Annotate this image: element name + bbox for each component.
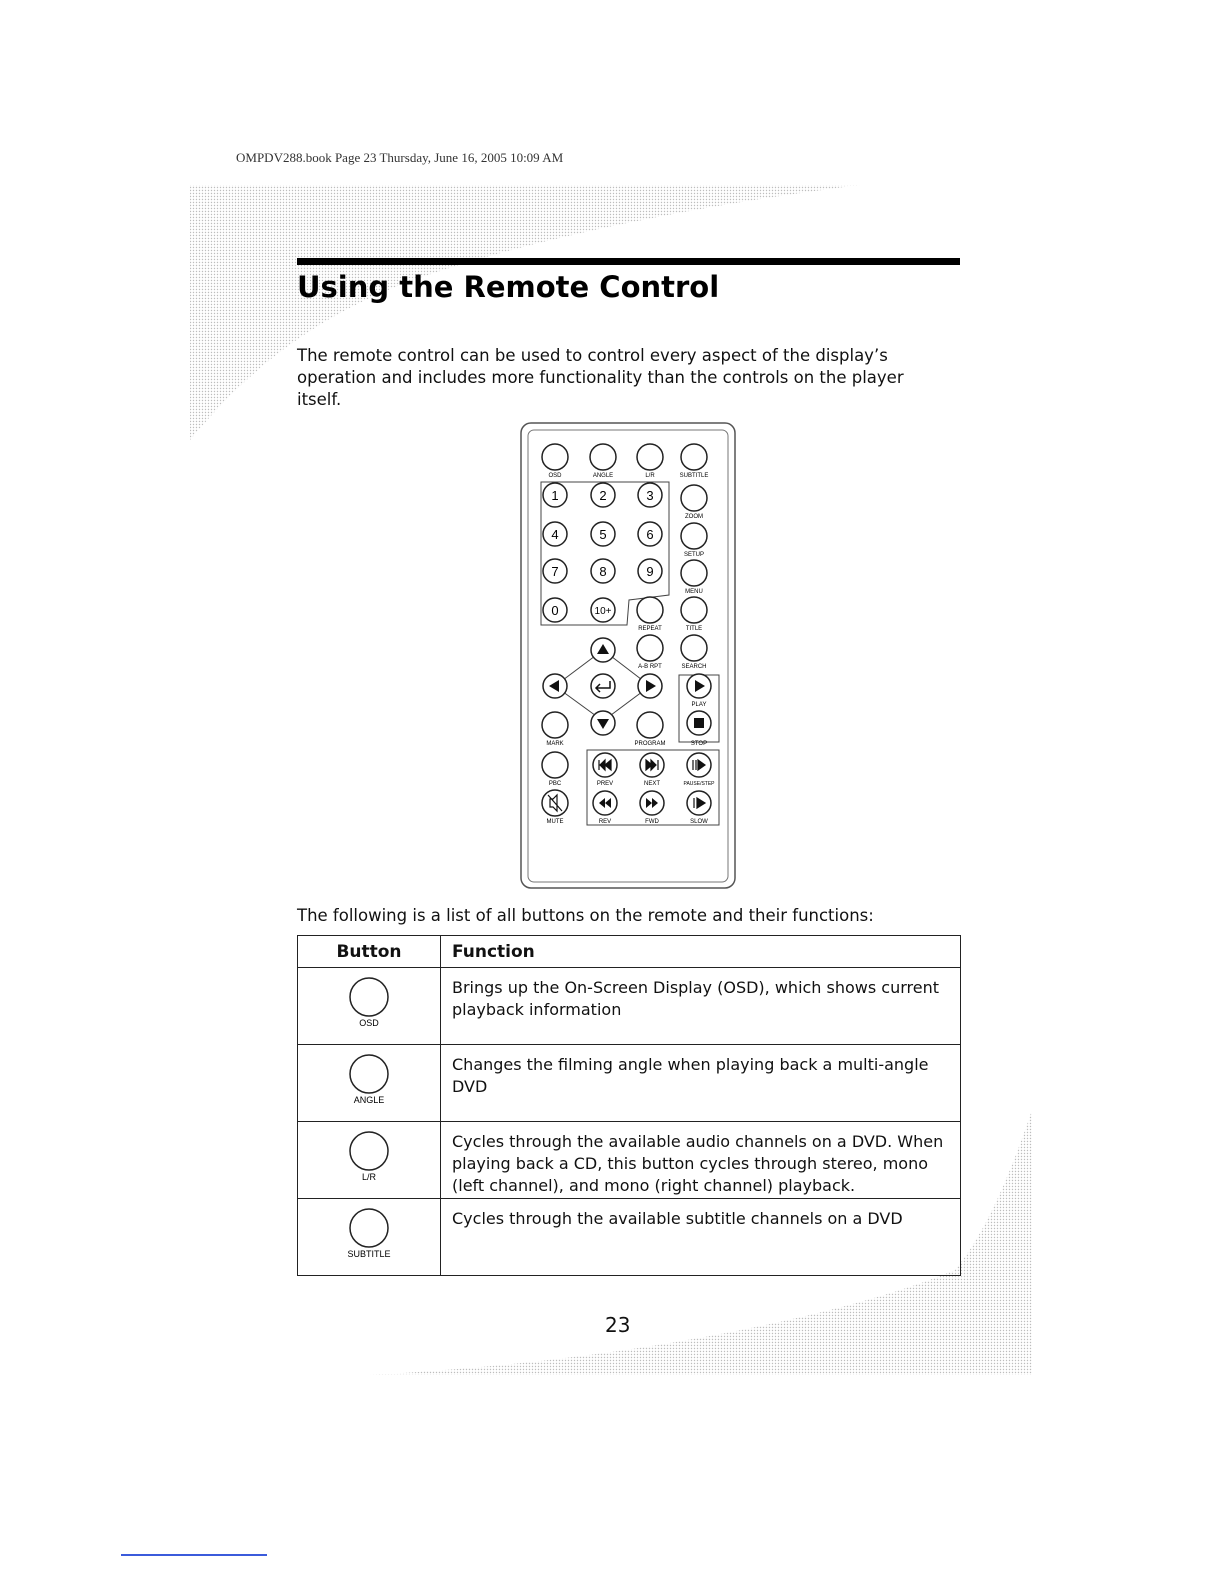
title-rule <box>297 258 960 265</box>
setup-button <box>681 523 707 558</box>
subtitle-button-label: SUBTITLE <box>347 1249 391 1259</box>
search-label: SEARCH <box>681 664 707 670</box>
title-label: TITLE <box>685 626 703 632</box>
angle-icon-cell <box>298 1045 441 1122</box>
ab-repeat-label: A-B RPT <box>638 664 662 670</box>
pause-step-label: PAUSE/STEP <box>683 781 715 787</box>
footer-rule <box>121 1554 267 1556</box>
lr-icon-cell <box>298 1122 441 1199</box>
digit-5-button <box>591 522 615 546</box>
mute-label: MUTE <box>546 819 564 825</box>
page-number: 23 <box>605 1313 631 1337</box>
pause-step-button <box>683 753 715 787</box>
subtitle-button-icon <box>339 1207 399 1259</box>
digit-7-label: 7 <box>551 564 559 579</box>
osd-button <box>542 444 568 479</box>
digit-2-label: 2 <box>599 488 607 503</box>
slow-button <box>687 791 711 825</box>
digit-1-button <box>543 483 567 507</box>
title-button <box>681 597 707 632</box>
osd-function: Brings up the On-Screen Display (OSD), which shows current playback information <box>441 968 961 1045</box>
down-arrow-button <box>591 711 615 735</box>
digit-2-button <box>591 483 615 507</box>
up-arrow-button <box>591 638 615 662</box>
lr-button-label: L/R <box>361 1172 377 1182</box>
rev-button <box>593 791 617 825</box>
osd-button-icon <box>344 976 394 1028</box>
lr-label: L/R <box>645 473 655 479</box>
digit-10plus-button <box>591 598 615 622</box>
pbc-label: PBC <box>548 781 562 787</box>
subtitle-label: SUBTITLE <box>679 473 709 479</box>
menu-label: MENU <box>685 589 703 595</box>
right-arrow-button <box>638 674 662 698</box>
digit-4-button <box>543 522 567 546</box>
digit-7-button <box>543 559 567 583</box>
enter-button <box>591 674 615 698</box>
stop-icon <box>694 718 704 728</box>
angle-button-icon <box>344 1053 394 1105</box>
angle-button <box>590 444 616 479</box>
osd-icon-cell <box>298 968 441 1045</box>
lr-button <box>637 444 663 479</box>
mute-button <box>542 790 568 825</box>
repeat-button <box>637 597 663 632</box>
repeat-label: REPEAT <box>638 626 662 632</box>
stop-label: STOP <box>690 741 708 747</box>
search-button <box>681 635 707 670</box>
program-button <box>634 712 665 747</box>
table-row <box>298 1045 961 1122</box>
header-button: Button <box>298 936 441 968</box>
rev-label: REV <box>598 819 612 825</box>
lr-function: Cycles through the available audio channels on a DVD. When playing back a CD, this button cycles through stereo, mono (left channel), and mono (right channel) playback. <box>441 1122 961 1199</box>
table-header-row <box>298 936 961 968</box>
digit-3-button <box>638 483 662 507</box>
intro-paragraph: The remote control can be used to control every aspect of the display’s operation and includes more functionality than the controls on the player itself. <box>297 346 904 409</box>
digit-8-label: 8 <box>599 564 607 579</box>
digit-10plus-label: 10+ <box>594 606 612 617</box>
list-intro: The following is a list of all buttons on the remote and their functions: <box>297 906 874 925</box>
digit-6-label: 6 <box>646 527 654 542</box>
lr-button-icon <box>344 1130 394 1182</box>
osd-button-label: OSD <box>359 1018 379 1028</box>
prev-label: PREV <box>596 781 614 787</box>
remote-control-illustration <box>519 420 737 890</box>
next-label: NEXT <box>643 781 661 787</box>
angle-button-label: ANGLE <box>353 1095 385 1105</box>
fwd-button <box>640 791 664 825</box>
zoom-label: ZOOM <box>685 514 703 520</box>
osd-label: OSD <box>548 473 562 479</box>
program-label: PROGRAM <box>634 741 666 747</box>
digit-1-label: 1 <box>551 488 559 503</box>
fwd-label: FWD <box>645 819 659 825</box>
subtitle-function: Cycles through the available subtitle channels on a DVD <box>441 1199 961 1276</box>
print-header: OMPDV288.book Page 23 Thursday, June 16, 2005 10:09 AM <box>236 150 564 165</box>
ab-repeat-button <box>637 635 663 670</box>
angle-label: ANGLE <box>592 473 614 479</box>
digit-9-button <box>638 559 662 583</box>
left-arrow-button <box>543 674 567 698</box>
next-button <box>640 753 664 787</box>
digit-8-button <box>591 559 615 583</box>
button-function-table <box>297 935 961 1276</box>
setup-label: SETUP <box>683 552 705 558</box>
zoom-button <box>681 485 707 520</box>
digit-5-label: 5 <box>599 527 607 542</box>
subtitle-button <box>680 444 709 479</box>
table-row <box>298 968 961 1045</box>
pbc-button <box>542 752 568 787</box>
table-row <box>298 1122 961 1199</box>
page-title: Using the Remote Control <box>297 270 720 304</box>
prev-button <box>593 753 617 787</box>
play-button <box>687 674 711 708</box>
slow-label: SLOW <box>690 819 708 825</box>
table-row <box>298 1199 961 1276</box>
header-function: Function <box>441 936 961 968</box>
menu-button <box>681 560 707 595</box>
digit-6-button <box>638 522 662 546</box>
digit-0-button <box>543 598 567 622</box>
digit-4-label: 4 <box>551 527 559 542</box>
digit-3-label: 3 <box>646 488 654 503</box>
digit-0-label: 0 <box>551 603 559 618</box>
digit-9-label: 9 <box>646 564 654 579</box>
mark-label: MARK <box>546 741 564 747</box>
subtitle-icon-cell <box>298 1199 441 1276</box>
angle-function: Changes the filming angle when playing back a multi-angle DVD <box>441 1045 961 1122</box>
play-label: PLAY <box>691 702 707 708</box>
mark-button <box>542 712 568 747</box>
